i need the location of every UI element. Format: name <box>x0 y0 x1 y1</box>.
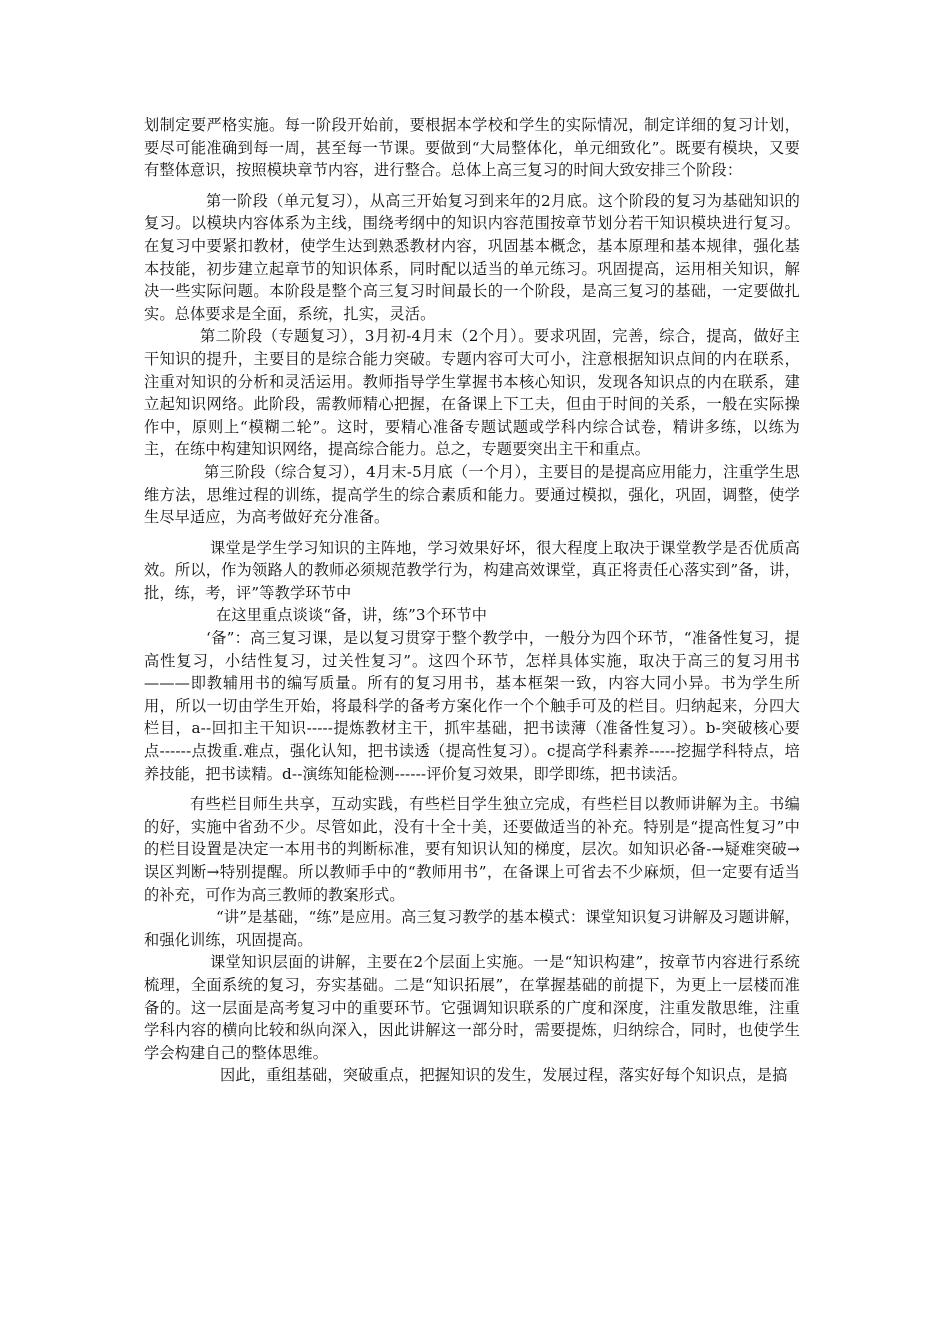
paragraph-columns: 有些栏目师生共享，互动实践，有些栏目学生独立完成，有些栏目以教师讲解为主。书编的好，实施中省劲不少。尽管如此，没有十全十美，还要做适当的补充。特别是“提高性复习”中的栏目设置是决定一本用书的判断标准，要有知识认知的梯度，层次。如知识必备-→疑难突破→误区判断→特别提醒。所以教师手中的“教师用书”，在备课上可省去不少麻烦，但一定要有适当的补充，可作为高三教师的教案形式。 <box>144 795 800 904</box>
paragraph-prepare: ‘备”：高三复习课，是以复习贯穿于整个教学中，一般分为四个环节，“准备性复习，提高性复习，小结性复习，过关性复习”。这四个环节，怎样具体实施，取决于高三的复习用书———即教辅用书的编写质量。所有的复习用书，基本框架一致，内容大同小异。书为学生所用，所以一切由学生开始，将最科学的备考方案化作一个个触手可及的栏目。归纳起来，分四大栏目，a--回扣主干知识-----提炼教材主干，抓牢基础，把书读薄（准备性复习）。b-突破核心要点------点拨重.难点，强化认知，把书读透（提高性复习）。c提高学科素养-----挖掘学科特点，培养技能，把书读精。d--演练知能检测------评价复习效果，即学即练，把书读活。 <box>144 629 800 783</box>
paragraph-stage-one: 第一阶段（单元复习），从高三开始复习到来年的2月底。这个阶段的复习为基础知识的复习。以模块内容体系为主线，围绕考纲中的知识内容范围按章节划分若干知识模块进行复习。在复习中要紧扣教材，使学生达到熟悉教材内容，巩固基本概念，基本原理和基本规律，强化基本技能，初步建立起章节的知识体系，同时配以适当的单元练习。巩固提高，运用相关知识，解决一些实际问题。本阶段是整个高三复习时间最长的一个阶段，是高三复习的基础，一定要做扎实。总体要求是全面，系统，扎实，灵活。 <box>144 191 800 323</box>
paragraph-explain-practice: “讲”是基础，“练”是应用。高三复习教学的基本模式：课堂知识复习讲解及习题讲解，和强化训练，巩固提高。 <box>144 908 800 949</box>
paragraph-knowledge-levels: 课堂知识层面的讲解，主要在2个层面上实施。一是“知识构建”，按章节内容进行系统梳理，全面系统的复习，夯实基础。二是“知识拓展”，在掌握基础的前提下，为更上一层楼而准备的。这一层面是高考复习中的重要环节。它强调知识联系的广度和深度，注重发散思维，注重学科内容的横向比较和纵向深入，因此讲解这一部分时，需要提炼，归纳综合，同时，也使学生学会构建自己的整体思维。 <box>144 953 800 1062</box>
paragraph-classroom: 课堂是学生学习知识的主阵地，学习效果好坏，很大程度上取决于课堂教学是否优质高效。所以，作为领路人的教师必须规范教学行为，构建高效课堂，真正将责任心落实到”备，讲，批，练，考，评”等教学环节中 <box>144 538 800 602</box>
paragraph-conclusion: 因此，重组基础，突破重点，把握知识的发生，发展过程，落实好每个知识点，是搞 <box>220 1066 788 1085</box>
paragraph-stage-two: 第二阶段（专题复习），3月初-4月末（2个月）。要求巩固，完善，综合，提高，做好主干知识的提升，主要目的是综合能力突破。专题内容可大可小，注意根据知识点间的内在联系，注重对知识的分析和灵活运用。教师指导学生掌握书本核心知识，发现各知识点的内在联系，建立起知识网络。此阶段，需教师精心把握，在备课上下工夫，但由于时间的关系，一般在实际操作中，原则上“模糊二轮”。这时，要精心准备专题试题或学科内综合试卷，精讲多练，以练为主，在练中构建知识网络，提高综合能力。总之，专题要突出主干和重点。 <box>144 327 800 459</box>
paragraph-stage-three: 第三阶段（综合复习），4月末-5月底（一个月），主要目的是提高应用能力，注重学生思维方法，思维过程的训练，提高学生的综合素质和能力。要通过模拟，强化，巩固，调整，使学生尽早适应，为高考做好充分准备。 <box>144 462 800 527</box>
document-page <box>144 114 800 1087</box>
paragraph-intro: 划制定要严格实施。每一阶段开始前，要根据本学校和学生的实际情况，制定详细的复习计划，要尽可能准确到每一周，甚至每一节课。要做到“大局整体化，单元细致化”。既要有模块，又要有整体意识，按照模块章节内容，进行整合。总体上高三复习的时间大致安排三个阶段： <box>144 116 800 180</box>
paragraph-focus: 在这里重点谈谈“备，讲，练”3个环节中 <box>216 606 488 625</box>
